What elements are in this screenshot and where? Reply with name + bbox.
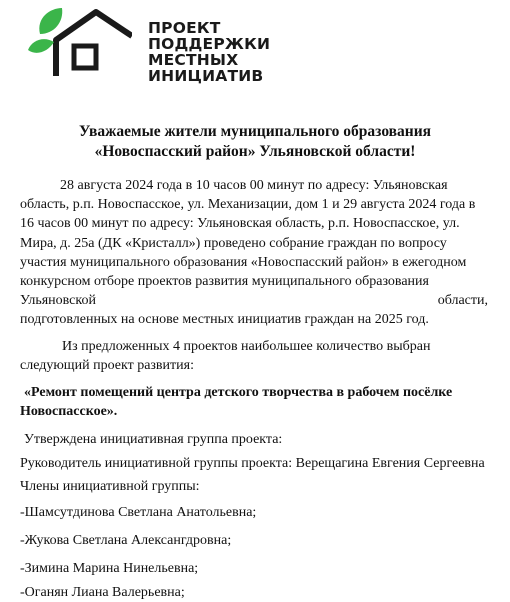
- house-window: [74, 46, 96, 68]
- para1-line-1: 28 августа 2024 года в 10 часов 00 минут по адресу: Ульяновская: [60, 178, 448, 193]
- para2-line-1: Из предложенных 4 проектов наибольшее количество выбран: [62, 339, 431, 354]
- para1-split-right: области,: [437, 293, 488, 308]
- logo-line: ПОДДЕРЖКИ: [148, 35, 271, 53]
- heading-line-2: «Новоспасский район» Ульяновской области!: [94, 143, 416, 160]
- logo-line: МЕСТНЫХ: [148, 51, 239, 69]
- group-members-label: Члены инициативной группы:: [20, 479, 200, 494]
- member-item: -Оганян Лиана Валерьевна;: [20, 585, 185, 600]
- member-item: -Зимина Марина Нинельевна;: [20, 561, 199, 576]
- project-title-line-1: «Ремонт помещений центра детского творчества в рабочем посёлке: [24, 385, 453, 400]
- logo-line: ИНИЦИАТИВ: [148, 67, 264, 85]
- group-leader: Руководитель инициативной группы проекта: Верещагина Евгения Сергеевна: [20, 456, 485, 471]
- logo-wordmark: [148, 20, 270, 84]
- para1-line-6: конкурсном отборе проектов развития муниципального образования: [20, 274, 429, 289]
- para1-line-8: подготовленных на основе местных инициатив граждан на 2025 год.: [20, 312, 429, 327]
- member-item: -Шамсутдинова Светлана Анатольевна;: [20, 505, 257, 520]
- heading-line-1: Уважаемые жители муниципального образования: [78, 123, 432, 140]
- para1-line-2: область, р.п. Новоспасское, ул. Механизации, дом 1 и 29 августа 2024 года в: [20, 197, 476, 212]
- house-with-leaves-icon: [28, 4, 132, 80]
- leaf-lower: [28, 39, 54, 53]
- para1-line-4: Мира, д. 25а (ДК «Кристалл») проведено собрание граждан по вопросу: [20, 236, 447, 251]
- para1-line-7: [20, 291, 488, 310]
- para1-split-left: Ульяновской: [20, 293, 96, 308]
- group-approved: Утверждена инициативная группа проекта:: [24, 432, 283, 447]
- leaf-upper: [39, 8, 62, 34]
- project-title-line-2: Новоспасское».: [20, 404, 118, 419]
- logo-line: ПРОЕКТ: [148, 19, 221, 37]
- document-heading: [0, 122, 510, 162]
- member-item: -Жукова Светлана Алексангдровна;: [20, 533, 232, 548]
- para1-line-3: 16 часов 00 минут по адресу: Ульяновская область, р.п. Новоспасское, ул.: [20, 216, 460, 231]
- para1-line-5: участия муниципального образования «Новоспасский район» в ежегодном: [20, 255, 467, 270]
- para2-line-2: следующий проект развития:: [20, 358, 194, 373]
